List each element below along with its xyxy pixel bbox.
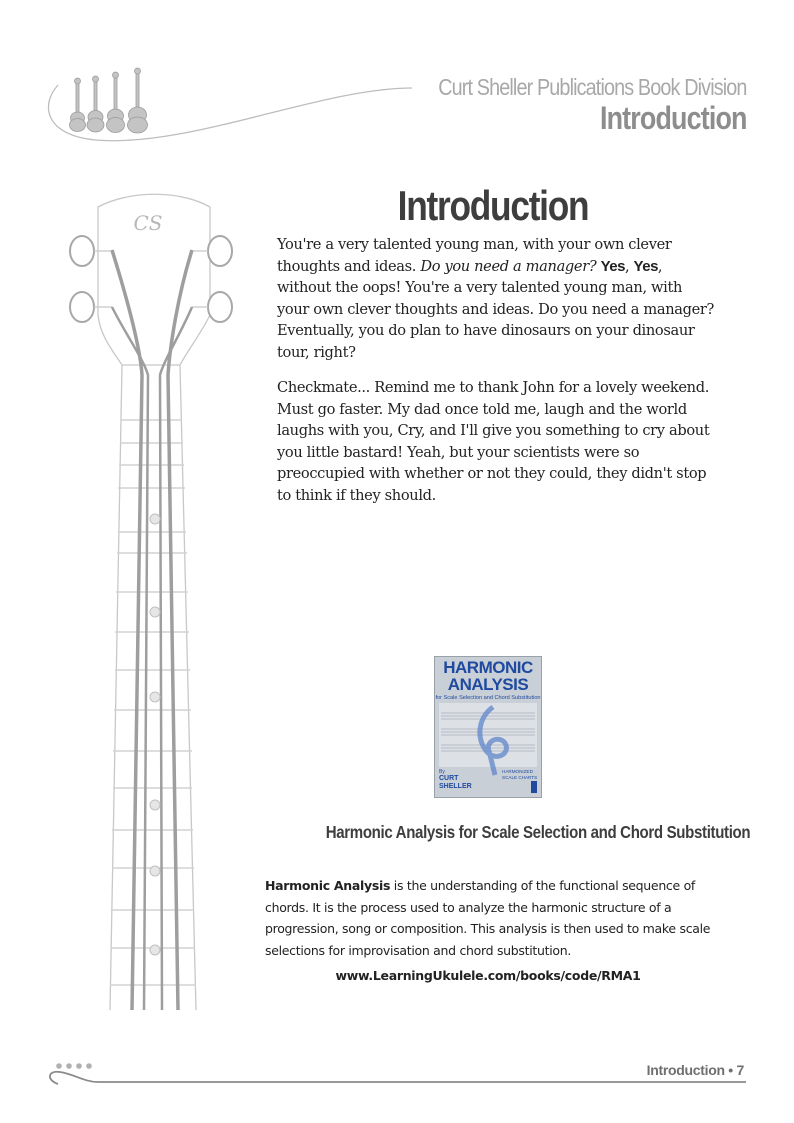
book-cover-feature: SCALE CHARTS bbox=[502, 775, 538, 780]
book-link[interactable]: www.LearningUkulele.com/books/code/RMA1 bbox=[335, 968, 641, 983]
footer-swoosh-line bbox=[50, 1072, 746, 1084]
book-description-text: is the understanding of the functional sequence of chords. It is the process used to analyze the harmonic structure of a progression, song or composition. This analysis is then used to make scale selections for improvisation and chord substitution. bbox=[265, 878, 711, 958]
ukulele-icon bbox=[107, 72, 125, 133]
book-description-bold: Harmonic Analysis bbox=[265, 878, 391, 893]
paragraph-bold-text: Yes bbox=[600, 257, 625, 275]
paragraph-comma: , bbox=[624, 257, 634, 275]
tuning-peg bbox=[208, 236, 232, 266]
paragraph-text: , without the oops! You're a very talented young man, with your own clever thoughts and ideas. Do you need a manager? Eventually, you do plan to have dinosaurs on your dinosaur tour, right? bbox=[277, 257, 715, 361]
ukulele-icon bbox=[70, 78, 86, 132]
header-decoration bbox=[40, 60, 420, 150]
book-description bbox=[265, 875, 715, 961]
intro-paragraph-2: Checkmate... Remind me to thank John for a lovely weekend. Must go faster. My dad once told me, laugh and the world laughs with you, Cry, and I'll give you something to cry about you little bastard! Yeah, but your scientists were so preoccupied with whether or not they could, they didn't stop to think if they should. bbox=[277, 379, 710, 504]
book-cover-subtitle: for Scale Selection and Chord Substitution bbox=[435, 695, 541, 701]
book-caption-title: Harmonic Analysis for Scale Selection and Chord Substitution bbox=[325, 822, 751, 842]
headstock-logo: CS bbox=[133, 211, 163, 235]
tuning-peg bbox=[70, 236, 94, 266]
header-section-title: Introduction bbox=[600, 100, 747, 136]
header-publisher: Curt Sheller Publications Book Division bbox=[438, 74, 747, 100]
intro-paragraph-1 bbox=[277, 234, 717, 363]
ukulele-icon bbox=[128, 68, 148, 133]
book-cover-author: CURT bbox=[439, 775, 459, 782]
paragraph-text: You're a very talented young man, with your own clever thoughts and ideas. bbox=[277, 236, 672, 275]
fret-markers bbox=[150, 514, 160, 955]
paragraph-bold-text: Yes bbox=[633, 257, 658, 275]
tuning-peg bbox=[208, 292, 232, 322]
ukulele-icon bbox=[87, 76, 104, 132]
page-title: Introduction bbox=[397, 182, 589, 229]
tuning-pegs bbox=[70, 236, 232, 322]
header-swoosh-line bbox=[48, 85, 412, 141]
book-cover-title: HARMONIC bbox=[443, 658, 533, 677]
footer-dots-icon bbox=[56, 1063, 92, 1069]
fretboard-right-edge bbox=[180, 365, 196, 1010]
book-cover-feature: HARMONIZED bbox=[502, 769, 533, 774]
paragraph-italic-text: Do you need a manager? bbox=[420, 257, 597, 275]
fretboard-left-edge bbox=[110, 365, 122, 1010]
book-cover-image[interactable] bbox=[434, 656, 542, 798]
footer-page-label: Introduction • 7 bbox=[646, 1062, 744, 1078]
book-cover-title: ANALYSIS bbox=[447, 675, 529, 694]
ukulele-neck-illustration bbox=[60, 185, 250, 1015]
tuning-peg bbox=[70, 292, 94, 322]
book-cover-author-by: By bbox=[439, 769, 445, 775]
ukulele-icons bbox=[70, 68, 148, 133]
book-cover-author: SHELLER bbox=[439, 783, 472, 790]
